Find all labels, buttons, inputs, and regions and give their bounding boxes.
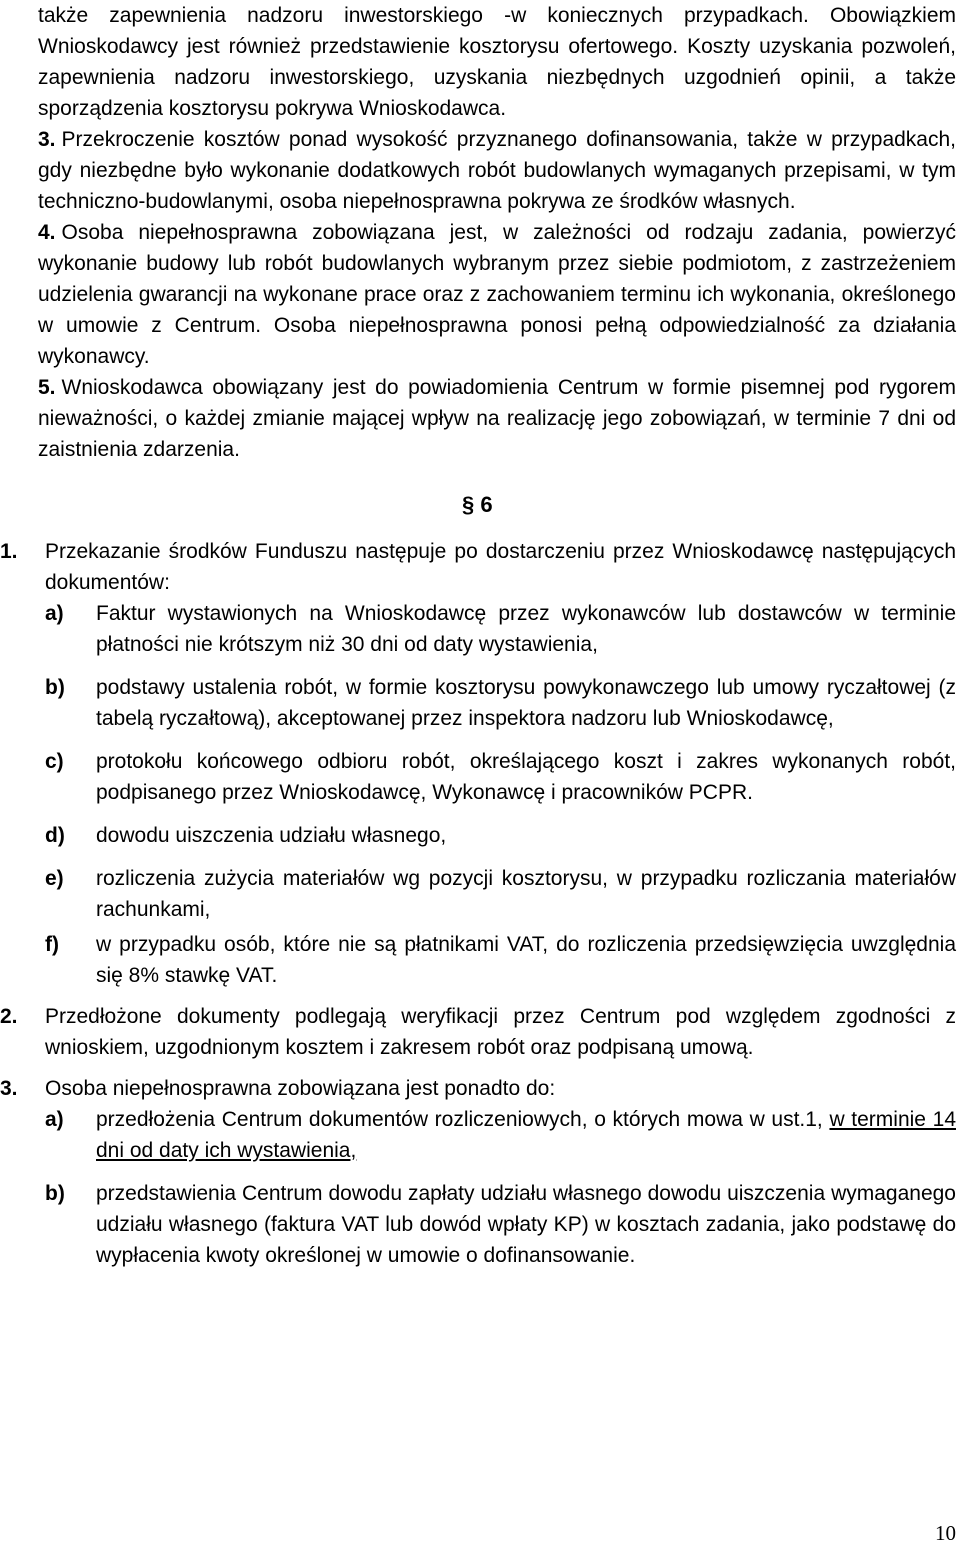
sub-letter: f) [45,933,59,956]
sub-text: rozliczenia zużycia materiałów wg pozycji kosztorysu, w przypadku rozliczania materiałów rachunkami, [96,867,956,921]
sub-letter: a) [45,1108,64,1131]
sublist [45,1104,956,1271]
list-number: 3. [0,1077,18,1100]
page-number: 10 [935,1521,956,1545]
paragraph-number: 4. [38,221,56,244]
section-mark: § 6 [462,492,493,517]
sub-item-a [45,1104,956,1166]
sub-item-b [45,672,956,734]
paragraph-4 [38,217,956,372]
sub-text: przedłożenia Centrum dokumentów rozliczeniowych, o których mowa w ust.1, [96,1108,823,1131]
sub-text: Faktur wystawionych na Wnioskodawcę przez wykonawców lub dostawców w terminie płatności nie krótszym niż 30 dni od daty wystawienia, [96,602,956,656]
sublist [45,598,956,991]
sub-text: w przypadku osób, które nie są płatnikami VAT, do rozliczenia przedsięwzięcia uwzględnia się 8% stawkę VAT. [96,933,956,987]
paragraph-text: Osoba niepełnosprawna zobowiązana jest, w zależności od rodzaju zadania, powierzyć wykonanie budowy lub robót budowlanych wybranym przez siebie podmiotom, z zastrzeżeniem udzielenia gwarancji na wykonane prace oraz z zachowaniem terminu ich wykonania, określonego w umowie z Centrum. Osoba niepełnosprawna ponosi pełną odpowiedzialność za działania wykonawcy. [38,221,956,368]
sub-item-c [45,746,956,808]
sub-item-e [45,863,956,925]
sub-item-b [45,1178,956,1271]
intro-paragraph: także zapewnienia nadzoru inwestorskiego -w koniecznych przypadkach. Obowiązkiem Wnioskodawcy jest również przedstawienie kosztorysu ofertowego. Koszty uzyskania pozwoleń, zapewnienia nadzoru inwestorskiego, uzyskania niezbędnych uzgodnień opinii, a także sporządzenia kosztorysu pokrywa Wnioskodawca. [38,4,956,120]
sub-letter: e) [45,867,64,890]
list-item-2 [0,1001,956,1063]
list-item-text: Osoba niepełnosprawna zobowiązana jest ponadto do: [45,1077,556,1100]
paragraph-text: Wnioskodawca obowiązany jest do powiadomienia Centrum w formie pisemnej pod rygorem nieważności, o każdej zmianie mającej wpływ na realizację jego zobowiązań, w terminie 7 dni od zaistnienia zdarzenia. [38,376,956,461]
paragraph-3 [38,124,956,217]
list-item-1 [0,536,956,991]
sub-text: podstawy ustalenia robót, w formie kosztorysu powykonawczego lub umowy ryczałtowej (z tabelą ryczałtową), akceptowanej przez inspektora nadzoru lub Wnioskodawcę, [96,676,956,730]
sub-letter: b) [45,676,65,699]
sub-text: dowodu uiszczenia udziału własnego, [96,824,447,847]
sub-text: przedstawienia Centrum dowodu zapłaty udziału własnego dowodu uiszczenia wymaganego udziału własnego (faktura VAT lub dowód wpłaty KP) w kosztach zadania, jako podstawę do wypłacenia kwoty określonej w umowie o dofinansowanie. [96,1182,956,1267]
sub-letter: a) [45,602,64,625]
sub-item-a [45,598,956,660]
list-number: 2. [0,1005,18,1028]
sub-item-f [45,929,956,991]
paragraph-number: 5. [38,376,56,399]
paragraph-text: Przekroczenie kosztów ponad wysokość przyznanego dofinansowania, także w przypadkach, gdy niezbędne było wykonanie dodatkowych robót budowlanych wymaganych przepisami, w tym techniczno-budowlanymi, osoba niepełnosprawna pokrywa ze środków własnych. [38,128,956,213]
paragraph-number: 3. [38,128,56,151]
sub-text: protokołu końcowego odbioru robót, określającego koszt i zakres wykonanych robót, podpisanego przez Wnioskodawcę, Wykonawcę i pracowników PCPR. [96,750,956,804]
sub-letter: c) [45,750,64,773]
list-item-text: Przedłożone dokumenty podlegają weryfikacji przez Centrum pod względem zgodności z wnioskiem, uzgodnionym kosztem i zakresem robót oraz podpisaną umową. [45,1005,956,1059]
sub-letter: b) [45,1182,65,1205]
paragraph-5 [38,372,956,465]
sub-item-d [45,820,956,851]
list-number: 1. [0,540,18,563]
list-item-3 [0,1073,956,1271]
section-heading [38,485,956,516]
sub-letter: d) [45,824,65,847]
list-item-text: Przekazanie środków Funduszu następuje po dostarczeniu przez Wnioskodawcę następujących dokumentów: [45,540,956,594]
sub-text-underlined: w terminie 14 dni od daty ich wystawienia, [96,1108,956,1162]
